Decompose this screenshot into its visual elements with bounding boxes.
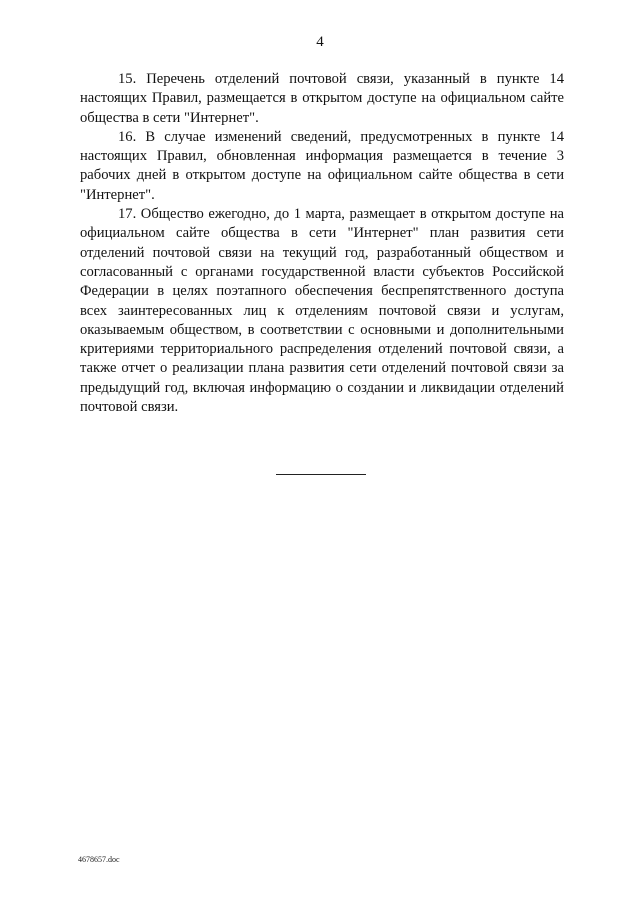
- paragraph-17: 17. Общество ежегодно, до 1 марта, размещает в открытом доступе на официальном сайте общества в сети "Интернет" план развития сети отделений почтовой связи на текущий год, разработанный обществом и согласованный с органами государственной власти субъектов Российской Федерации в целях поэтапного обеспечения беспрепятственного доступа всех заинтересованных лиц к отделениям почтовой связи и услугам, оказываемым обществом, в соответствии с основными и дополнительными критериями территориального распределения отделений почтовой связи, а также отчет о реализации плана развития сети отделений почтовой связи за предыдущий год, включая информацию о создании и ликвидации отделений почтовой связи.: [80, 206, 564, 416]
- end-separator-line: [276, 474, 366, 475]
- document-body: [80, 70, 564, 417]
- page-number: 4: [316, 34, 324, 50]
- paragraph-15: 15. Перечень отделений почтовой связи, указанный в пункте 14 настоящих Правил, размещается в открытом доступе на официальном сайте общества в сети "Интернет".: [80, 71, 564, 126]
- footer-file-code: 4678657.doc: [78, 855, 120, 864]
- paragraph-16: 16. В случае изменений сведений, предусмотренных в пункте 14 настоящих Правил, обновленная информация размещается в течение 3 рабочих дней в открытом доступе на официальном сайте общества в сети "Интернет".: [80, 128, 564, 203]
